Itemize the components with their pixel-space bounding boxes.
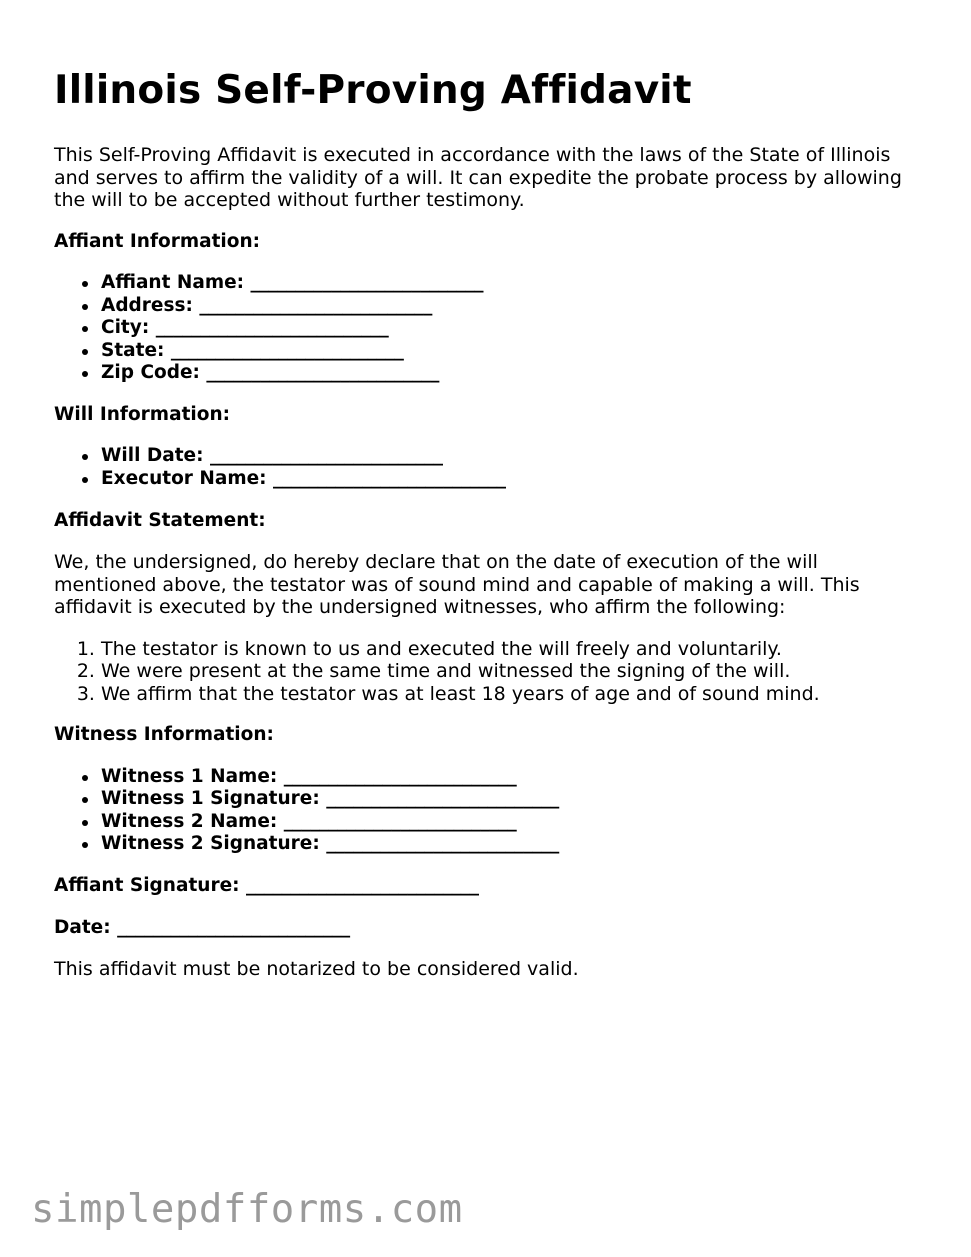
address-field[interactable]: [101, 295, 914, 318]
field-label: Witness 1 Name:: [101, 765, 278, 787]
notarization-note: This affidavit must be notarized to be considered valid.: [54, 958, 579, 981]
witness-info-list: [54, 766, 914, 856]
affirmation-item: 2. We were present at the same time and witnessed the signing of the will.: [101, 660, 914, 683]
will-date-field[interactable]: [101, 445, 914, 468]
city-field[interactable]: [101, 317, 914, 340]
fill-in-blank[interactable]: __________________________: [209, 445, 443, 467]
fill-in-blank[interactable]: __________________________: [273, 468, 506, 490]
field-label: Address:: [101, 294, 193, 316]
witness-2-name-field[interactable]: [101, 811, 914, 834]
witness-1-name-field[interactable]: [101, 766, 914, 789]
field-label: Witness 2 Name:: [101, 810, 278, 832]
field-label: Will Date:: [101, 445, 204, 467]
fill-in-blank[interactable]: __________________________: [283, 810, 517, 832]
state-field[interactable]: [101, 340, 914, 363]
fill-in-blank[interactable]: __________________________: [326, 788, 559, 810]
executor-name-field[interactable]: [101, 468, 914, 491]
fill-in-blank[interactable]: __________________________: [206, 362, 440, 384]
fill-in-blank[interactable]: __________________________: [170, 339, 404, 361]
watermark-text: simplepdfforms.com: [31, 1187, 463, 1232]
affirmation-list: [54, 638, 914, 706]
fill-in-blank[interactable]: __________________________: [155, 317, 389, 339]
witness-2-signature-field[interactable]: [101, 833, 914, 856]
witness-1-signature-field[interactable]: [101, 788, 914, 811]
will-info-heading: Will Information:: [54, 403, 231, 425]
fill-in-blank[interactable]: __________________________: [250, 272, 484, 293]
fill-in-blank[interactable]: __________________________: [326, 833, 559, 855]
field-label: Affiant Name:: [101, 272, 245, 293]
field-label: Affiant Signature:: [54, 875, 240, 897]
field-label: Witness 1 Signature:: [101, 788, 320, 810]
affiant-signature-field[interactable]: [54, 875, 914, 898]
affiant-info-heading: Affiant Information:: [54, 230, 261, 252]
zip-code-field[interactable]: [101, 362, 914, 385]
field-label: State:: [101, 339, 165, 361]
will-info-list: [54, 445, 914, 490]
affirmation-item: 1. The testator is known to us and executed the will freely and voluntarily.: [101, 638, 914, 661]
intro-paragraph: This Self-Proving Affidavit is executed in accordance with the laws of the State of Illinois and serves to affirm the validity of a will. It can expedite the probate process by allowing the will to be accepted without further testimony.: [54, 144, 902, 211]
affirmation-item: 3. We affirm that the testator was at least 18 years of age and of sound mind.: [101, 683, 914, 706]
field-label: City:: [101, 317, 150, 339]
fill-in-blank[interactable]: __________________________: [117, 916, 350, 938]
field-label: Witness 2 Signature:: [101, 833, 320, 855]
affiant-info-list: [54, 272, 914, 385]
fill-in-blank[interactable]: __________________________: [283, 765, 517, 787]
field-label: Date:: [54, 916, 111, 938]
field-label: Executor Name:: [101, 468, 267, 490]
fill-in-blank[interactable]: __________________________: [199, 294, 433, 316]
affidavit-statement-paragraph: We, the undersigned, do hereby declare that on the date of execution of the will mentioned above, the testator was of sound mind and capable of making a will. This affidavit is executed by the undersigned witnesses, who affirm the following:: [54, 551, 860, 619]
witness-info-heading: Witness Information:: [54, 724, 274, 746]
document-page: [54, 64, 914, 981]
field-label: Zip Code:: [101, 362, 200, 384]
fill-in-blank[interactable]: __________________________: [246, 875, 479, 897]
affidavit-statement-heading: Affidavit Statement:: [54, 509, 266, 531]
affiant-name-field[interactable]: [101, 272, 914, 295]
date-field[interactable]: [54, 917, 914, 940]
document-title: Illinois Self-Proving Affidavit: [54, 68, 692, 113]
